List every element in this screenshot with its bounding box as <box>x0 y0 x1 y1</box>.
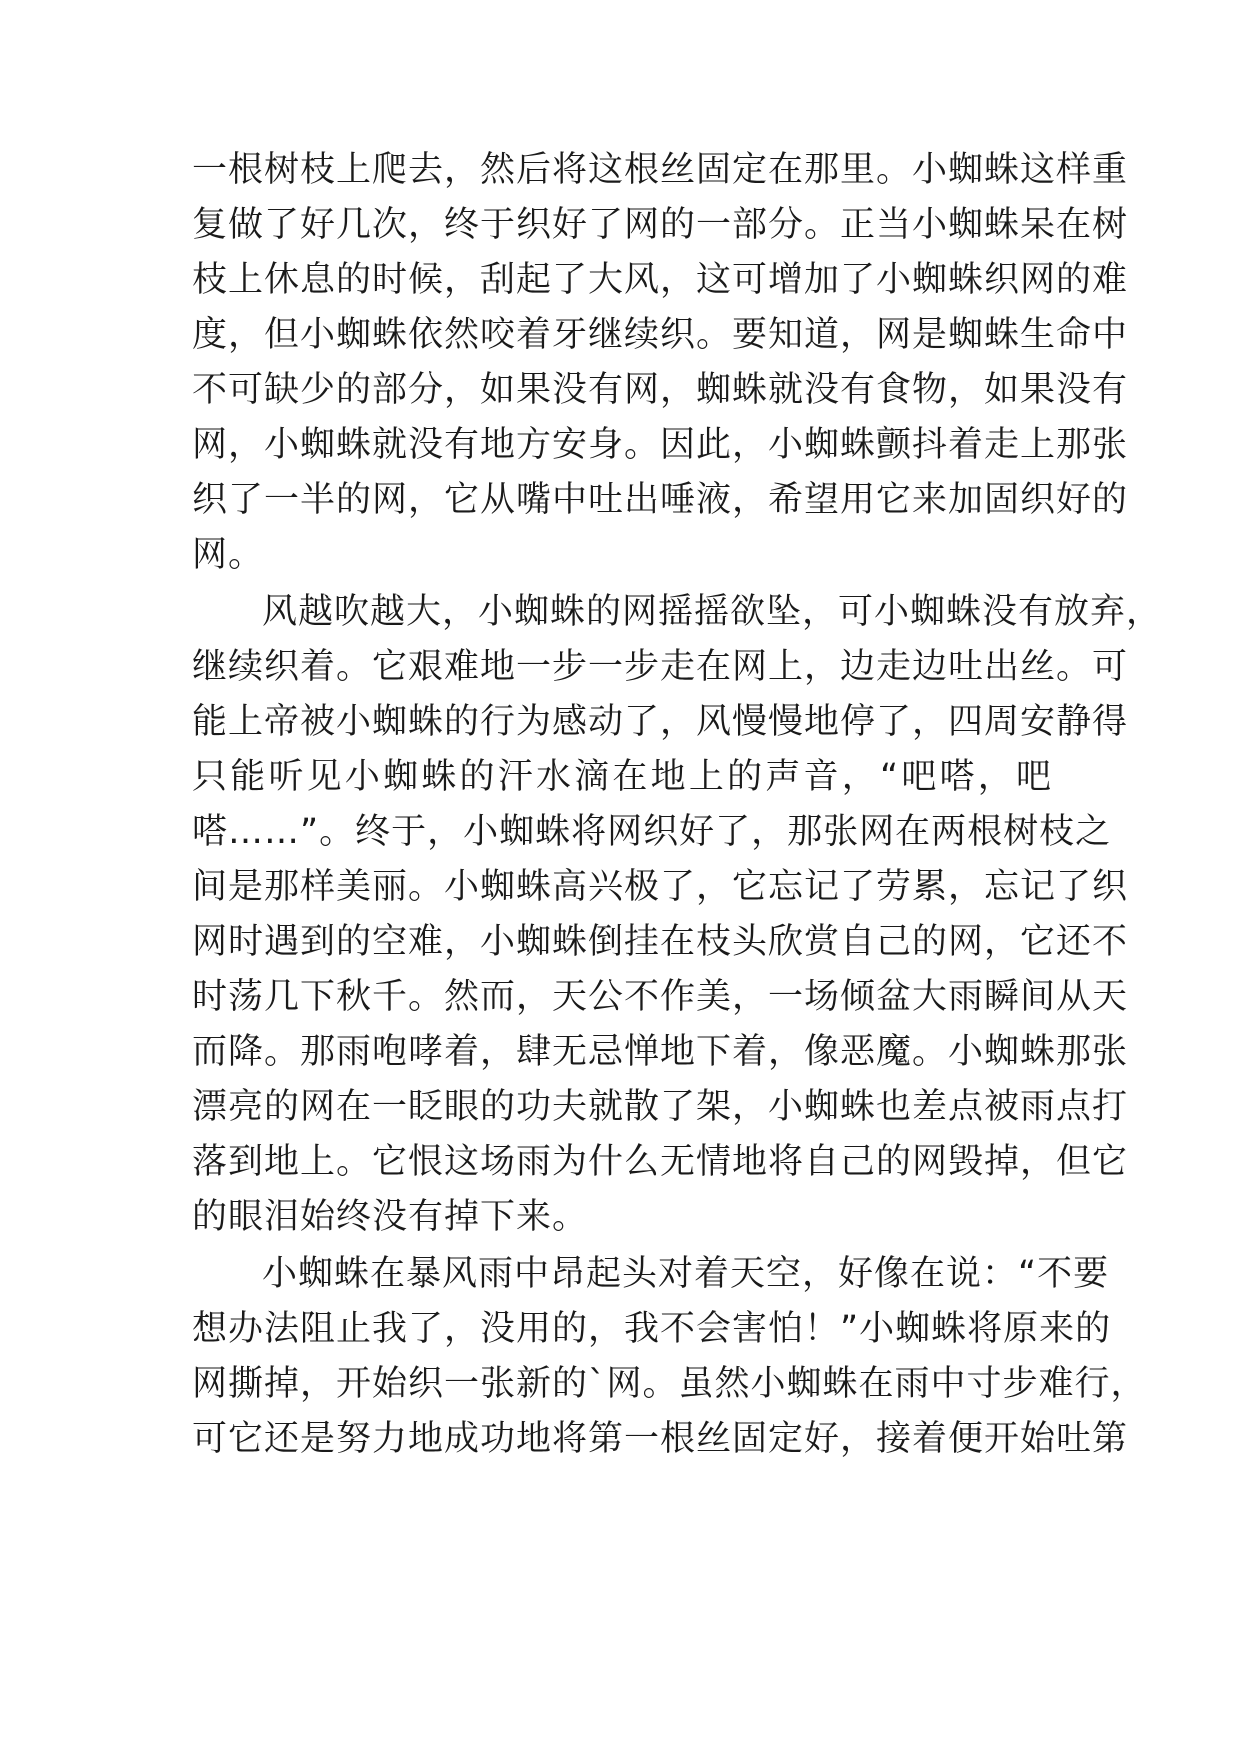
text-line: 网。 <box>192 535 265 575</box>
text-line: 时荡几下秋千。然而，天公不作美，一场倾盆大雨瞬间从天 <box>192 977 1129 1017</box>
text-line: 网时遇到的空难，小蜘蛛倒挂在枝头欣赏自己的网，它还不 <box>192 922 1129 962</box>
text-line: 风越吹越大，小蜘蛛的网摇摇欲坠，可小蜘蛛没有放弃， <box>262 592 1163 632</box>
text-line: 一根树枝上爬去，然后将这根丝固定在那里。小蜘蛛这样重 <box>192 150 1129 190</box>
text-line: 落到地上。它恨这场雨为什么无情地将自己的网毁掉，但它 <box>192 1142 1129 1182</box>
text-line: 枝上休息的时候，刮起了大风，这可增加了小蜘蛛织网的难 <box>192 260 1129 300</box>
text-line: 可它还是努力地成功地将第一根丝固定好，接着便开始吐第 <box>192 1419 1129 1459</box>
text-line: 间是那样美丽。小蜘蛛高兴极了，它忘记了劳累，忘记了织 <box>192 867 1129 907</box>
text-line: 继续织着。它艰难地一步一步走在网上，边走边吐出丝。可 <box>192 647 1129 687</box>
text-line: 不可缺少的部分，如果没有网，蜘蛛就没有食物，如果没有 <box>192 370 1129 410</box>
text-line: 网撕掉，开始织一张新的`网。虽然小蜘蛛在雨中寸步难行， <box>192 1364 1147 1404</box>
text-line: 想办法阻止我了，没用的，我不会害怕！”小蜘蛛将原来的 <box>192 1309 1112 1349</box>
text-line: 漂亮的网在一眨眼的功夫就散了架，小蜘蛛也差点被雨点打 <box>192 1087 1129 1127</box>
text-line: 小蜘蛛在暴风雨中昂起头对着天空，好像在说：“不要 <box>262 1254 1110 1294</box>
text-line: 能上帝被小蜘蛛的行为感动了，风慢慢地停了，四周安静得 <box>192 702 1129 742</box>
text-line: 度，但小蜘蛛依然咬着牙继续织。要知道，网是蜘蛛生命中 <box>192 315 1129 355</box>
text-line: 织了一半的网，它从嘴中吐出唾液，希望用它来加固织好的 <box>192 480 1129 520</box>
text-line: 嗒……”。终于，小蜘蛛将网织好了，那张网在两根树枝之 <box>192 812 1112 852</box>
text-line: 只能听见小蜘蛛的汗水滴在地上的声音，“吧嗒，吧 <box>192 757 1052 797</box>
text-line: 而降。那雨咆哮着，肆无忌惮地下着，像恶魔。小蜘蛛那张 <box>192 1032 1129 1072</box>
text-line: 网，小蜘蛛就没有地方安身。因此，小蜘蛛颤抖着走上那张 <box>192 425 1129 465</box>
text-line: 复做了好几次，终于织好了网的一部分。正当小蜘蛛呆在树 <box>192 205 1129 245</box>
text-line: 的眼泪始终没有掉下来。 <box>192 1197 589 1237</box>
